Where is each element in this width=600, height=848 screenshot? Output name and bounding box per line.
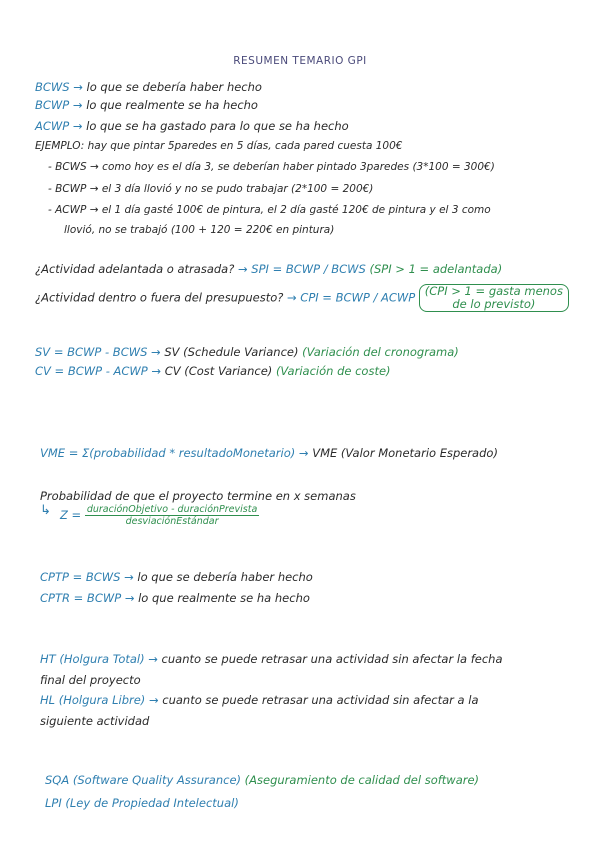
definition-text: lo que se debería haber hecho [86,80,262,94]
question-text: ¿Actividad dentro o fuera del presupuesto? [35,290,284,305]
definition-text: cuanto se puede retrasar una actividad sin afectar a la [162,693,479,707]
holgura-libre-cont: siguiente actividad [40,714,150,728]
arrow-icon: → [124,570,134,584]
acronym-lpi [45,796,239,810]
translation: (Aseguramiento de calidad del software) [244,773,480,787]
holgura-libre [40,693,479,707]
arrow-icon: → [124,591,135,605]
cptr-line [40,591,310,605]
definition-acwp [35,119,349,133]
variance-cv [35,364,391,378]
arrow-icon: → [151,345,161,359]
question-text: ¿Actividad adelantada o atrasada? [35,262,235,276]
term: SQA (Software Quality Assurance) [45,773,241,787]
spi-note: (SPI > 1 = adelantada) [369,262,503,276]
arrow-icon: → [73,80,83,94]
curved-arrow-icon: ↳ [40,503,51,518]
definition-bcwp [35,98,258,112]
page-title: RESUMEN TEMARIO GPI [233,55,367,67]
vme-formula: VME = Σ(probabilidad * resultadoMonetario) [40,446,296,460]
cpi-note: (CPI > 1 = gasta menos de lo previsto) [419,284,569,312]
variance-sv [35,345,459,359]
z-fraction [85,504,259,527]
term: CPTP = BCWS [40,570,121,584]
term: BCWS [35,80,70,94]
sv-formula: SV = BCWP - BCWS [35,345,148,359]
probability-text: Probabilidad de que el proyecto termine en x semanas [40,489,356,503]
cptp-line [40,570,313,584]
arrow-icon: → [72,119,83,133]
term: HL (Holgura Libre) [40,693,146,707]
z-formula [60,504,259,527]
arrow-icon: → [237,262,248,276]
example-item: - BCWP → el 3 día llovió y no se pudo trabajar (2*100 = 200€) [48,183,374,195]
term: HT (Holgura Total) [40,652,145,666]
cv-name: CV (Cost Variance) [164,364,273,378]
acronym-sqa [45,773,479,787]
z-label: Z = [60,508,82,522]
definition-text: lo que realmente se ha hecho [138,591,310,605]
sv-name: SV (Schedule Variance) [164,345,299,359]
definition-text: lo que se debería haber hecho [137,570,313,584]
arrow-icon: → [148,652,158,666]
spi-formula: SPI = BCWP / BCWS [251,262,366,276]
term: ACWP [35,119,70,133]
question-schedule [35,262,502,276]
example-item: - BCWS → como hoy es el día 3, se deberían haber pintado 3paredes (3*100 = 300€) [48,161,495,173]
sv-translation: (Variación del cronograma) [302,345,459,359]
definition-bcws [35,80,262,94]
definition-text: cuanto se puede retrasar una actividad sin afectar la fecha [161,652,503,666]
vme-line [40,446,498,460]
arrow-icon: → [151,364,162,378]
term: LPI (Ley de Propiedad Intelectual) [45,796,239,810]
z-numerator: duraciónObjetivo - duraciónPrevista [86,504,258,515]
holgura-total-cont: final del proyecto [40,673,141,687]
definition-text: lo que realmente se ha hecho [86,98,258,112]
z-denominator: desviaciónEstándar [125,516,219,527]
example-item: llovió, no se trabajó (100 + 120 = 220€ en pintura) [64,224,335,236]
arrow-icon: → [298,446,309,460]
term: CPTR = BCWP [40,591,122,605]
definition-text: lo que se ha gastado para lo que se ha hecho [86,119,349,133]
vme-text: VME (Valor Monetario Esperado) [312,446,498,460]
arrow-icon: → [287,290,297,305]
arrow-icon: → [72,98,83,112]
cv-formula: CV = BCWP - ACWP [35,364,148,378]
term: BCWP [35,98,70,112]
holgura-total [40,652,503,666]
cpi-formula: CPI = BCWP / ACWP [300,290,416,305]
cv-translation: (Variación de coste) [275,364,391,378]
example-item: - ACWP → el 1 día gasté 100€ de pintura, el 2 día gasté 120€ de pintura y el 3 como [48,204,491,216]
example-header: EJEMPLO: hay que pintar 5paredes en 5 días, cada pared cuesta 100€ [35,140,403,152]
arrow-icon: → [148,693,159,707]
question-budget [35,284,569,312]
